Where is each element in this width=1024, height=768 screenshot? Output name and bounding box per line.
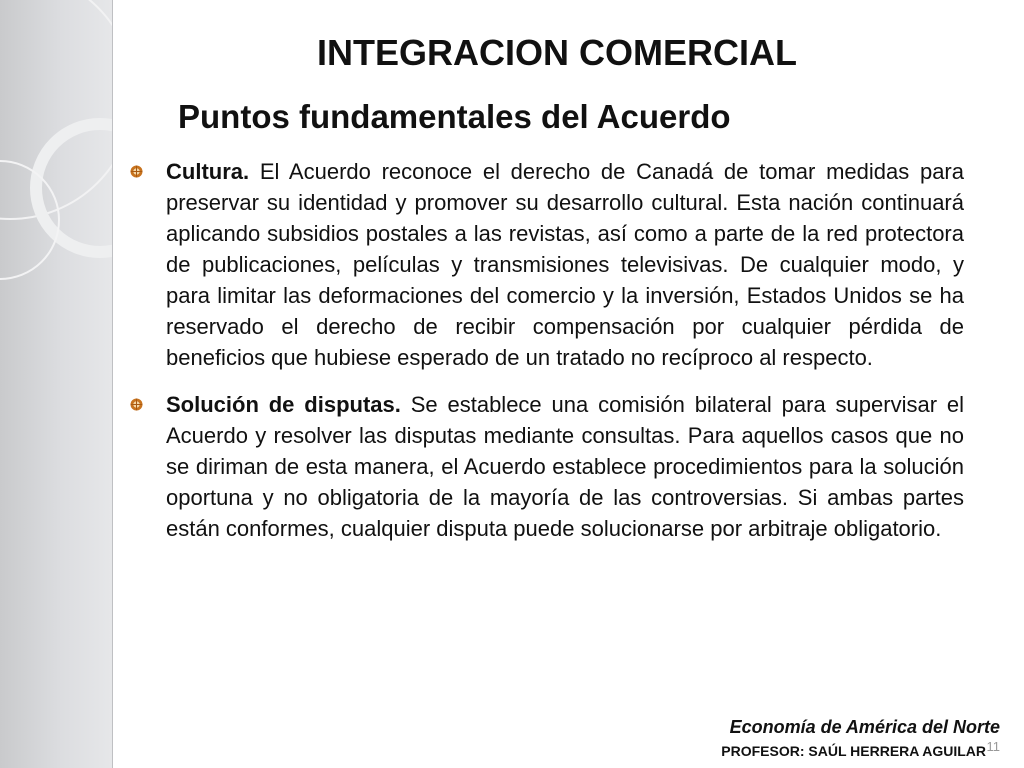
slide-subtitle: Puntos fundamentales del Acuerdo: [178, 98, 731, 135]
sun-bullet-icon: [130, 398, 143, 411]
bullet-list: [130, 156, 964, 560]
bullet-item-cultura: [130, 156, 964, 373]
slide-number: 11: [986, 739, 1000, 754]
footer-course-name: Economía de América del Norte: [729, 717, 1000, 737]
sun-bullet-icon: [130, 165, 143, 178]
bullet-lead: Cultura.: [166, 159, 250, 184]
bullet-lead: Solución de disputas.: [166, 392, 401, 417]
bullet-text: El Acuerdo reconoce el derecho de Canadá de tomar medidas para preservar su identidad y promover su desarrollo cultural. Esta nación continuará aplicando subsidios postales a las revistas, así como a parte de la red protectora de publicaciones, películas y transmisiones televisivas. De cualquier modo, y para limitar las deformaciones del comercio y la inversión, Estados Unidos se ha reservado el derecho de recibir compensación por cualquier pérdida de beneficios que hubiese esperado de un tratado no recíproco al respecto.: [166, 159, 964, 370]
bullet-item-solucion-disputas: [130, 389, 964, 544]
decorative-side-panel: [0, 0, 113, 768]
slide-title: INTEGRACION COMERCIAL: [317, 32, 797, 73]
footer-professor: PROFESOR: SAÚL HERRERA AGUILAR: [721, 743, 986, 759]
bullet-text: Se establece una comisión bilateral para supervisar el Acuerdo y resolver las disputas mediante consultas. Para aquellos casos que no se diriman de esta manera, el Acuerdo establece procedimientos para la solución oportuna y no obligatoria de la mayoría de las controversias. Si ambas partes están conformes, cualquier disputa puede solucionarse por arbitraje obligatorio.: [166, 392, 964, 541]
